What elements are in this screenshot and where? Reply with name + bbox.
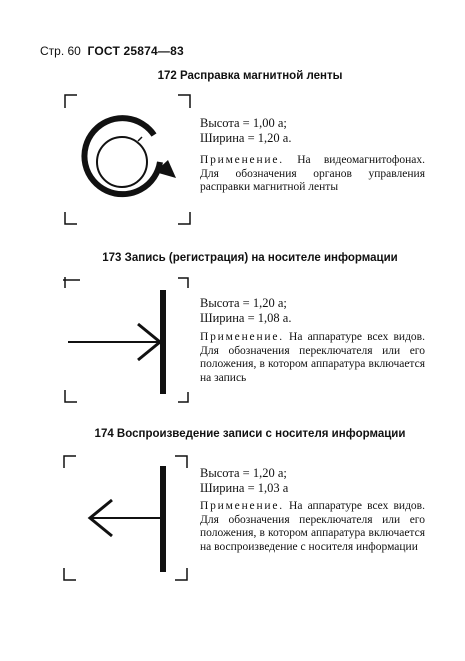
s172-note-text: На видеомагнитофонах. Для обозначения органов управления расправки магнитной ленты bbox=[200, 154, 425, 193]
section-173-title: 173 Запись (регистрация) на носителе информации bbox=[102, 252, 398, 264]
s174-note bbox=[200, 500, 425, 554]
s172-note bbox=[200, 154, 425, 195]
standard-code: ГОСТ 25874—83 bbox=[87, 44, 184, 58]
s174-height: Высота = 1,20 a; bbox=[200, 466, 287, 480]
s173-note-label: Применение. bbox=[200, 331, 284, 343]
s174-note-text: На аппаратуре всех видов. Для обозначения переключателя или его положения, в котором аппаратура включается на воспроизведение с носителя информации bbox=[200, 500, 425, 553]
record-icon bbox=[60, 272, 200, 412]
s174-width: Ширина = 1,03 a bbox=[200, 481, 289, 495]
s172-width: Ширина = 1,20 a. bbox=[200, 131, 292, 145]
s173-note bbox=[200, 331, 425, 385]
page-number: Стр. 60 bbox=[40, 44, 81, 58]
s174-note-label: Применение. bbox=[200, 500, 284, 512]
section-172-title: 172 Расправка магнитной ленты bbox=[157, 70, 343, 82]
page-header bbox=[40, 44, 184, 58]
tape-rewind-icon bbox=[60, 90, 200, 230]
section-174-title: 174 Воспроизведение записи с носителя информации bbox=[94, 428, 406, 440]
s172-height: Высота = 1,00 a; bbox=[200, 116, 287, 130]
playback-icon bbox=[60, 450, 200, 590]
s173-height: Высота = 1,20 a; bbox=[200, 296, 287, 310]
s172-note-label: Применение. bbox=[200, 154, 284, 166]
s173-note-text: На аппаратуре всех видов. Для обозначения переключателя или его положения, в котором аппаратура включается на запись bbox=[200, 331, 425, 384]
s173-width: Ширина = 1,08 a. bbox=[200, 311, 292, 325]
